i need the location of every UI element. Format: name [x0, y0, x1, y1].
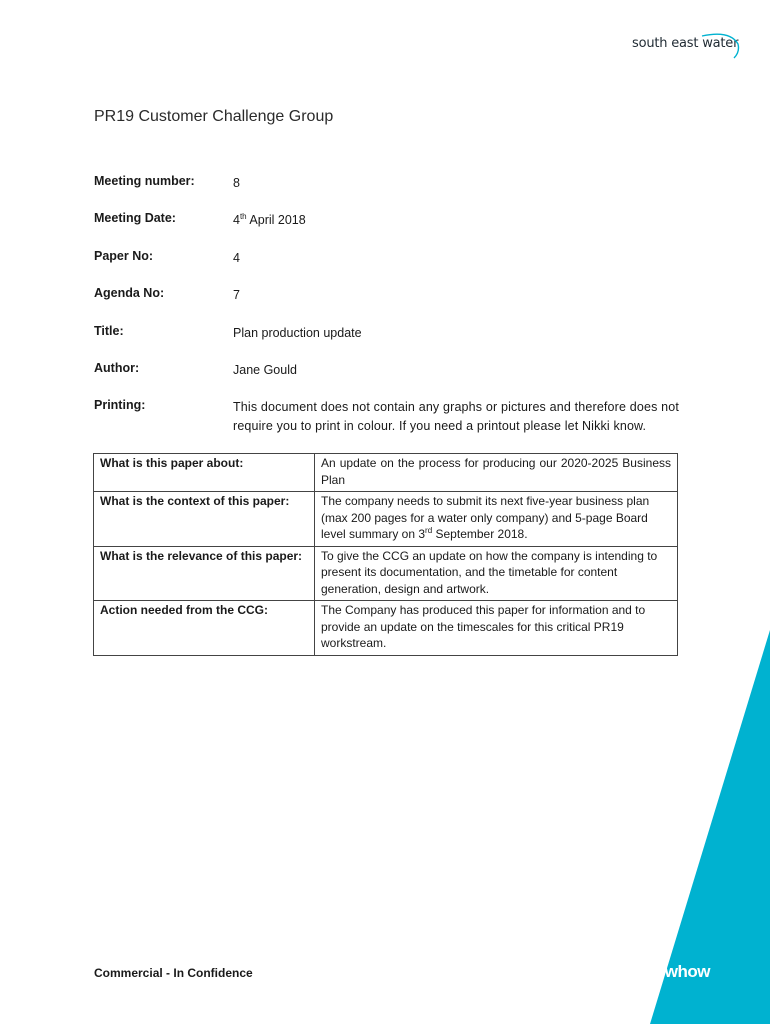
- table-row: [94, 546, 678, 601]
- logo-swoosh-icon: [700, 30, 744, 60]
- document-title: PR19 Customer Challenge Group: [94, 108, 334, 125]
- field-label: Agenda No:: [94, 286, 165, 300]
- answer-text-end: September 2018.: [432, 527, 528, 541]
- field-label: Author:: [94, 361, 140, 375]
- table-answer-cell: The Company has produced this paper for information and to provide an update on the timescales for this critical PR19 workstream.: [315, 601, 678, 656]
- field-value: Jane Gould: [233, 363, 297, 377]
- brand-tagline: Pure knowhow: [596, 962, 710, 981]
- field-value: 4: [233, 251, 240, 265]
- table-question-cell: What is the context of this paper:: [94, 492, 315, 547]
- field-label: Printing:: [94, 398, 146, 412]
- field-value: [233, 211, 679, 230]
- table-question-cell: What is the relevance of this paper:: [94, 546, 315, 601]
- table-row: [94, 601, 678, 656]
- field-value: Plan production update: [233, 326, 362, 340]
- date-suffix: th: [239, 211, 247, 221]
- table-question-cell: What is this paper about:: [94, 454, 315, 492]
- field-value: This document does not contain any graphs or pictures and therefore does not require you to print in colour. If you need a printout please let Nikki know.: [233, 400, 679, 433]
- table-question-cell: Action needed from the CCG:: [94, 601, 315, 656]
- table-answer-cell: [315, 492, 678, 547]
- field-label: Meeting number:: [94, 174, 195, 188]
- table-answer-cell: An update on the process for producing our 2020-2025 Business Plan: [315, 454, 678, 492]
- answer-suffix: rd: [425, 526, 433, 535]
- table-row: [94, 454, 678, 492]
- table-row: [94, 492, 678, 547]
- confidentiality-footer: Commercial - In Confidence: [94, 966, 253, 980]
- date-rest: April 2018: [246, 213, 306, 227]
- field-value: 7: [233, 288, 240, 302]
- field-label: Paper No:: [94, 249, 154, 263]
- answer-text: The company needs to submit its next five-year business plan (max 200 pages for a water only company) and 5-page Board level summary on 3: [321, 494, 650, 541]
- table-answer-cell: To give the CCG an update on how the company is intending to present its documentation, and the timetable for content generation, design and artwork.: [315, 546, 678, 601]
- field-label: Title:: [94, 324, 124, 338]
- logo-text: south east water: [632, 36, 739, 51]
- field-value: 8: [233, 176, 240, 190]
- field-label: Meeting Date:: [94, 211, 176, 225]
- date-day: 4: [233, 213, 240, 227]
- summary-table: [93, 453, 678, 656]
